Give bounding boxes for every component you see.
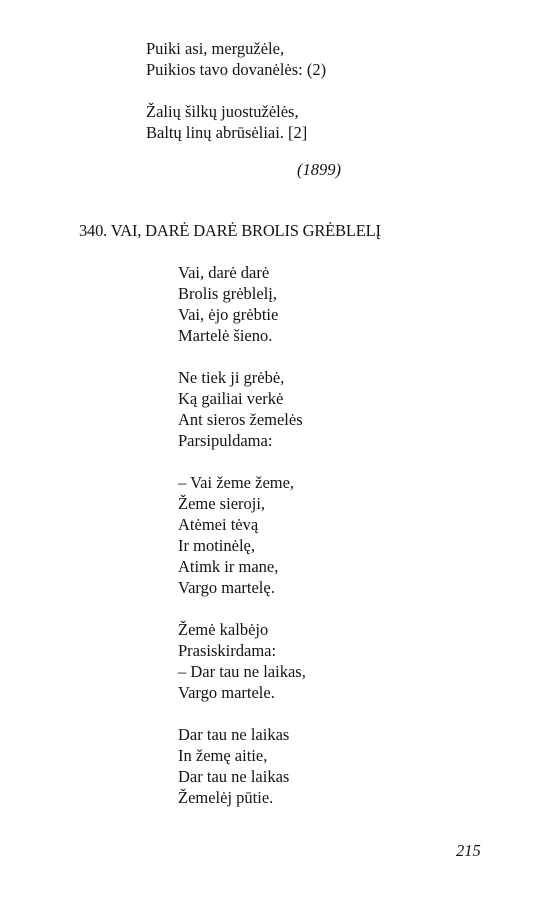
verse-line: Vai, ėjo grėbtie bbox=[178, 305, 279, 324]
song-body bbox=[178, 262, 306, 829]
verse-line: Žeme sieroji, bbox=[178, 494, 266, 513]
verse-line: Atėmei tėvą bbox=[178, 515, 259, 534]
song-stanza bbox=[178, 619, 306, 703]
verse-line: Vargo martele. bbox=[178, 683, 275, 702]
verse-line: Žemė kalbėjo bbox=[178, 620, 269, 639]
previous-song-stanza bbox=[146, 38, 326, 80]
verse-line: Ant sieros žemelės bbox=[178, 410, 303, 429]
song-stanza bbox=[178, 724, 306, 808]
verse-line: Vargo martelę. bbox=[178, 578, 275, 597]
verse-line: Parsipuldama: bbox=[178, 431, 273, 450]
verse-line: In žemę aitie, bbox=[178, 746, 268, 765]
song-year: (1899) bbox=[297, 160, 341, 179]
verse-line: Vai, darė darė bbox=[178, 263, 270, 282]
verse-line: Puiki asi, mergužėle, bbox=[146, 39, 285, 58]
verse-line: – Dar tau ne laikas, bbox=[178, 662, 306, 681]
verse-line: Ką gailiai verkė bbox=[178, 389, 284, 408]
verse-line: Puikios tavo dovanėlės: (2) bbox=[146, 60, 327, 79]
song-stanza bbox=[178, 472, 306, 598]
page-number: 215 bbox=[456, 841, 481, 860]
verse-line: Dar tau ne laikas bbox=[178, 767, 290, 786]
previous-song-stanza bbox=[146, 101, 307, 143]
verse-line: Ir motinėlę, bbox=[178, 536, 255, 555]
song-stanza bbox=[178, 262, 306, 346]
verse-line: Žemelėj pūtie. bbox=[178, 788, 274, 807]
verse-line: Ne tiek ji grėbė, bbox=[178, 368, 285, 387]
verse-line: Atimk ir mane, bbox=[178, 557, 279, 576]
verse-line: Baltų linų abrūsėliai. [2] bbox=[146, 123, 308, 142]
verse-line: – Vai žeme žeme, bbox=[178, 473, 295, 492]
song-title: 340. VAI, DARĖ DARĖ BROLIS GRĖBLELĮ bbox=[79, 221, 381, 240]
verse-line: Dar tau ne laikas bbox=[178, 725, 290, 744]
verse-line: Martelė šieno. bbox=[178, 326, 273, 345]
verse-line: Prasiskirdama: bbox=[178, 641, 277, 660]
verse-line: Brolis grėblelį, bbox=[178, 284, 277, 303]
song-stanza bbox=[178, 367, 306, 451]
verse-line: Žalių šilkų juostužėlės, bbox=[146, 102, 299, 121]
